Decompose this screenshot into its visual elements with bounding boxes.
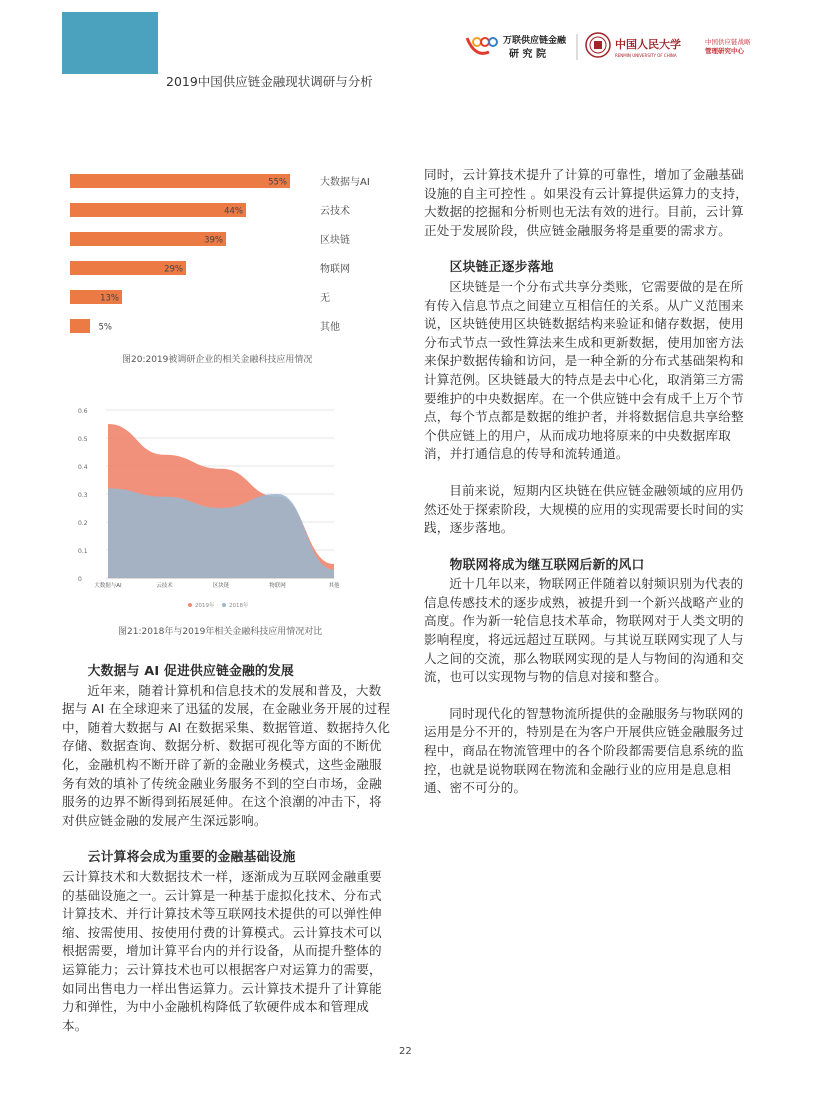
legend-label: 2019年: [195, 603, 215, 609]
legend-swatch: [222, 603, 226, 607]
bar: [70, 203, 246, 217]
bar: [70, 319, 90, 333]
x-tick-label: 区块链: [212, 583, 230, 589]
paragraph-bigdata-ai: 近年来，随着计算机和信息技术的发展和普及，大数据与 AI 在全球迎来了迅猛的发展，在金融业务开展的过程中，随着大数据与 AI 在数据采集、数据管道、数据持久化存储、数据查询、数据分析、数据可视化等方面的不断优化，金融机构不断开辟了新的金融业务模式，这些金融服务有效的填补了传统金融业务服务不到的空白市场，金融服务的边界不断得到拓展延伸。在这个浪潮的冲击下，将对供应链金融的发展产生深远影响。: [62, 682, 391, 828]
renmin-university-seal-icon: [586, 33, 610, 57]
logo3-line2: 管理研究中心: [705, 47, 744, 55]
paragraph-blockchain-status: 目前来说，短期内区块链在供应链金融领域的应用仍然还处于探索阶段，大规模的应用的实现需要长时间的实践，逐步落地。: [424, 482, 744, 536]
bar-value-label: 5%: [98, 322, 112, 333]
logo3-line1: 中国供应链战略: [705, 38, 751, 46]
header-logos: [465, 30, 765, 64]
tech-usage-bar-chart: [66, 168, 386, 348]
bar-category-label: 区块链: [320, 235, 350, 246]
wanlian-logo-icon: [467, 38, 497, 53]
y-tick-label: 0.2: [78, 520, 88, 527]
bar: [70, 232, 226, 246]
legend-label: 2018年: [229, 603, 249, 609]
section-heading-blockchain: 区块链正逐步落地: [449, 260, 554, 276]
paragraph-cloud-continued: 同时，云计算技术提升了计算的可靠性，增加了金融基础设施的自主可控性 。如果没有云计算提供运算力的支持，大数据的挖掘和分析则也无法有效的进行。目前，云计算正处于发展阶段，供应链金融服务将是重要的需求方。: [424, 167, 749, 238]
document-title: 2019中国供应链金融现状调研与分析: [166, 74, 373, 89]
header-color-block: [62, 12, 158, 74]
bar-category-label: 物联网: [320, 264, 350, 275]
y-tick-label: 0.3: [78, 492, 88, 499]
legend-swatch: [188, 603, 192, 607]
logo2-name: 中国人民大学: [615, 38, 681, 51]
section-heading-cloud: 云计算将会成为重要的金融基础设施: [87, 850, 296, 866]
logo2-subtitle: RENMIN UNIVERSITY OF CHINA: [615, 53, 677, 58]
y-tick-label: 0.5: [78, 436, 88, 443]
section-heading-bigdata-ai: 大数据与 AI 促进供应链金融的发展: [87, 664, 294, 679]
tech-comparison-area-chart: [62, 400, 362, 612]
bar-value-label: 44%: [224, 206, 243, 217]
bar: [70, 174, 290, 188]
figure20-caption: 图20:2019被调研企业的相关金融科技应用情况: [122, 355, 313, 365]
x-tick-label: 物联网: [269, 583, 286, 589]
bar-category-label: 其他: [320, 322, 340, 333]
paragraph-iot-logistics: 同时现代化的智慧物流所提供的金融服务与物联网的运用是分不开的，特别是在为客户开展供应链金融服务过程中，商品在物流管理中的各个阶段都需要信息系统的监控，也就是说物联网在物流和金融行业的应用是息息相通、密不可分的。: [424, 705, 744, 796]
y-tick-label: 0.1: [78, 548, 88, 555]
paragraph-iot: 近十几年以来，物联网正伴随着以射频识别为代表的信息传感技术的逐步成熟，被提升到一个新兴战略产业的高度。作为新一轮信息技术革命，物联网对于人类文明的影响程度，将远远超过互联网。与其说互联网实现了人与人之间的交流，那么物联网实现的是人与物间的沟通和交流，也可以实现物与物的信息对接和整合。: [424, 576, 744, 685]
left-text-column: [62, 663, 392, 1035]
section-heading-iot: 物联网将成为继互联网后新的风口: [449, 557, 645, 573]
logo1-bottom-text: 研 究 院: [509, 49, 546, 60]
y-tick-label: 0: [78, 576, 82, 583]
x-tick-label: 云技术: [156, 583, 173, 589]
bar-category-label: 云技术: [320, 206, 350, 217]
y-tick-label: 0.6: [78, 408, 88, 415]
x-tick-label: 大数据与AI: [94, 583, 122, 589]
bar-value-label: 29%: [164, 264, 183, 275]
bar-value-label: 39%: [204, 235, 223, 246]
bar-category-label: 大数据与AI: [320, 177, 370, 188]
y-tick-label: 0.4: [78, 464, 88, 471]
bar-value-label: 13%: [100, 293, 119, 304]
logo1-top-text: 万联供应链金融: [503, 36, 567, 46]
x-tick-label: 其他: [328, 583, 340, 589]
figure21-caption: 图21:2018年与2019年相关金融科技应用情况对比: [118, 627, 323, 637]
page-number: 22: [399, 1046, 412, 1057]
bar-value-label: 55%: [268, 177, 287, 188]
right-text-column: [424, 166, 754, 798]
paragraph-blockchain: 区块链是一个分布式共享分类账，它需要做的是在所有传入信息节点之间建立互相信任的关系。从广义范围来说，区块链使用区块链数据结构来验证和储存数据，使用分布式节点一致性算法来生成和更新数据，使用加密方法来保护数据传输和访问，是一种全新的分布式基础架构和计算范例。区块链最大的特点是去中心化，取消第三方需要维护的中央数据库。在一个供应链中会有成千上万个节点，每个节点都是数据的维护者，并将数据信息共享给整个供应链上的用户，从而成功地将原来的中央数据库取消，并打通信息的传导和流转通道。: [424, 278, 744, 462]
bar-category-label: 无: [320, 293, 330, 304]
paragraph-cloud: 云计算技术和大数据技术一样，逐渐成为互联网金融重要的基础设施之一。云计算是一种基于虚拟化技术、分布式计算技术、并行计算技术等互联网技术提供的可以弹性伸缩、按需使用、按使用付费的计算模式。云计算技术可以根据需要，增加计算平台内的并行设备，从而提升整体的运算能力；云计算技术也可以根据客户对运算力的需要，如同出售电力一样出售运算力。云计算技术提升了计算能力和弹性，为中小金融机构降低了软硬件成本和管理成本。: [62, 868, 382, 1033]
